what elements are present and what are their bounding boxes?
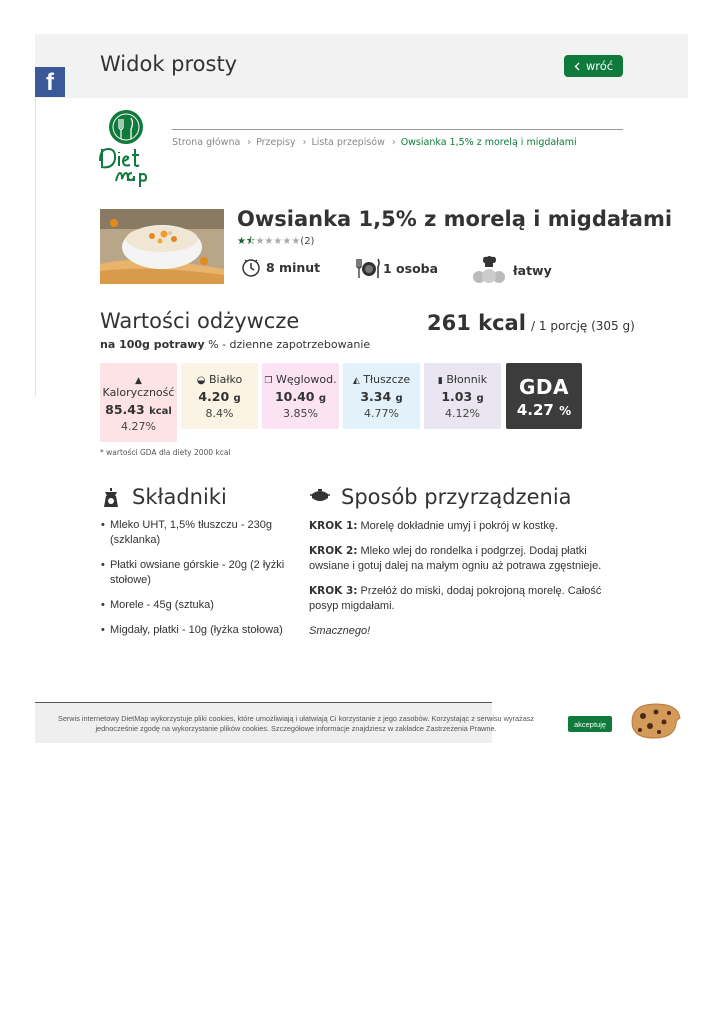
kcal-summary xyxy=(427,311,635,335)
nutrition-title: Wartości odżywcze xyxy=(100,309,300,333)
nutrient-unit: kcal xyxy=(149,406,172,417)
difficulty xyxy=(472,256,552,284)
kcal-portion: / 1 porcję (305 g) xyxy=(531,319,635,333)
cube-icon: ❒ xyxy=(264,376,273,386)
nutrient-label: Białko xyxy=(209,373,243,386)
star-empty-icon[interactable]: ★ xyxy=(291,235,301,247)
back-button-label: wróć xyxy=(585,59,614,73)
nutrient-value: 10.40 xyxy=(274,389,315,404)
list-item: • Migdały, płatki - 10g (łyżka stołowa) xyxy=(101,624,283,636)
pot-icon xyxy=(310,488,330,504)
chef-hat-icon xyxy=(472,256,508,284)
rating-count: (2) xyxy=(300,236,315,247)
nutrient-unit: g xyxy=(476,393,484,404)
breadcrumb-divider xyxy=(172,129,623,130)
divider xyxy=(35,98,36,396)
ingredients-list xyxy=(101,518,291,648)
nutrient-pct: 8.4% xyxy=(205,407,234,420)
cookie-accept-button[interactable]: akceptuję xyxy=(568,716,612,732)
breadcrumb-item-recipes[interactable]: Przepisy xyxy=(256,137,296,148)
step-label: KROK 2: xyxy=(309,544,358,557)
step-text: Morelę dokładnie umyj i pokrój w kostkę. xyxy=(360,520,558,532)
breadcrumb-item-recipe-list[interactable]: Lista przepisów xyxy=(311,137,385,148)
ingredients-title: Składniki xyxy=(132,485,227,509)
list-item: • Mleko UHT, 1,5% tłuszczu - 230g (szklanka) xyxy=(101,518,291,548)
ingredient-text: Morele - 45g (sztuka) xyxy=(110,599,214,611)
nutrient-pct: 4.27% xyxy=(121,420,156,433)
chevron-right-icon: › xyxy=(247,137,252,148)
step-text: Przełóż do miski, dodaj pokrojoną morelę. Całość posyp migdałami. xyxy=(309,584,602,612)
step-label: KROK 3: xyxy=(309,584,358,597)
facebook-icon: f xyxy=(46,69,54,96)
nutrient-fiber xyxy=(424,363,501,429)
clock-icon xyxy=(241,257,261,277)
star-empty-icon[interactable]: ★ xyxy=(264,235,274,247)
star-full-icon[interactable]: ★ xyxy=(237,235,246,247)
closing-text: Smacznego! xyxy=(309,624,371,637)
breadcrumb-item-current: Owsianka 1,5% z morelą i migdałami xyxy=(400,137,577,148)
cookie-text: Serwis internetowy DietMap wykorzystuje pliki cookies, które umożliwiają i ułatwiają Ci korzystanie z jego zasobów. Korzystając z serwisu wyrażasz jednocześnie zgodę na wykorzystanie plików cookies. Szczegółowe informacje znajdziesz w zakładce Zastrzeżenia Prawne. xyxy=(57,714,535,733)
per100-bold: na 100g potrawy xyxy=(100,338,205,351)
method-title: Sposób przyrządzenia xyxy=(341,485,572,509)
star-empty-icon[interactable]: ★ xyxy=(273,235,283,247)
method-steps xyxy=(309,519,624,648)
nutrient-fat xyxy=(343,363,420,429)
servings-value: 1 osoba xyxy=(383,260,439,276)
star-empty-icon[interactable]: ★ xyxy=(282,235,292,247)
nutrient-value: 85.43 xyxy=(105,402,145,417)
gda-label: GDA xyxy=(519,375,569,399)
facebook-share-button[interactable] xyxy=(35,67,65,97)
per100-rest: % - dzienne zapotrzebowanie xyxy=(208,338,371,351)
nutrient-label: Węglowod. xyxy=(275,373,337,386)
list-item: • Morele - 45g (sztuka) xyxy=(101,599,214,611)
list-item: • Płatki owsiane górskie - 20g (2 łyżki stołowe) xyxy=(101,558,291,588)
nutrient-value: 1.03 xyxy=(441,389,473,404)
breadcrumb-item-home[interactable]: Strona główna xyxy=(172,137,241,148)
cookie-icon xyxy=(628,700,682,742)
nutrient-unit: g xyxy=(318,393,327,404)
back-button[interactable] xyxy=(564,55,623,77)
page-title: Widok prosty xyxy=(100,52,238,76)
kcal-value: 261 kcal xyxy=(427,311,526,335)
dietmap-logo[interactable] xyxy=(98,109,164,189)
nutrient-label: Tłuszcze xyxy=(363,373,411,386)
nutrient-unit: g xyxy=(395,393,403,404)
step-text: Mleko wlej do rondelka i podgrzej. Dodaj płatki owsiane i gotuj dalej na małym ogniu aż potrawa zgęstnieje. xyxy=(309,544,602,572)
difficulty-value: łatwy xyxy=(513,262,552,278)
recipe-photo xyxy=(100,209,224,284)
ingredient-text: Mleko UHT, 1,5% tłuszczu - 230g (szklanka) xyxy=(110,519,273,546)
top-bar xyxy=(35,34,688,98)
plate-icon xyxy=(355,257,381,279)
step-3 xyxy=(309,584,624,615)
step-label: KROK 1: xyxy=(309,520,358,532)
flame-icon: ▲ xyxy=(135,376,142,386)
nutrient-value: 3.34 xyxy=(360,389,392,404)
rating[interactable] xyxy=(237,236,314,247)
recipe-title: Owsianka 1,5% z morelą i migdałami xyxy=(237,207,673,231)
gda-value: 4.27 xyxy=(516,401,554,419)
cheese-icon: ◭ xyxy=(352,376,360,386)
nutrient-unit: g xyxy=(233,393,241,404)
ingredient-text: Płatki owsiane górskie - 20g (2 łyżki stołowe) xyxy=(110,559,285,586)
nutrient-pct: 3.85% xyxy=(283,407,318,420)
chevron-left-icon xyxy=(574,62,580,71)
prep-time-value: 8 minut xyxy=(266,259,321,275)
nutrient-label: Kaloryczność xyxy=(102,386,175,399)
gda-box xyxy=(506,363,582,429)
step-2 xyxy=(309,544,624,575)
per100-note xyxy=(100,338,370,351)
step-1 xyxy=(309,519,624,535)
star-empty-icon[interactable]: ★ xyxy=(255,235,265,247)
gda-unit: % xyxy=(559,404,572,418)
nutrient-protein xyxy=(181,363,258,429)
ingredient-text: Migdały, płatki - 10g (łyżka stołowa) xyxy=(110,624,283,636)
nutrient-pct: 4.12% xyxy=(445,407,480,420)
gda-note: * wartości GDA dla diety 2000 kcal xyxy=(100,448,231,457)
nutrient-pct: 4.77% xyxy=(364,407,399,420)
chevron-right-icon: › xyxy=(391,137,396,148)
nutrient-value: 4.20 xyxy=(198,389,230,404)
prep-time xyxy=(241,257,320,277)
chevron-right-icon: › xyxy=(302,137,307,148)
bottle-icon: ▮ xyxy=(437,376,443,386)
nutrient-label: Błonnik xyxy=(446,373,488,386)
servings xyxy=(355,257,438,279)
nutrient-carbs xyxy=(262,363,339,429)
star-half-icon[interactable]: ⯪ xyxy=(245,235,256,247)
scale-icon xyxy=(101,487,121,508)
breadcrumb xyxy=(172,137,577,148)
nutrient-calories xyxy=(100,363,177,442)
bowl-icon: ◒ xyxy=(196,375,206,386)
